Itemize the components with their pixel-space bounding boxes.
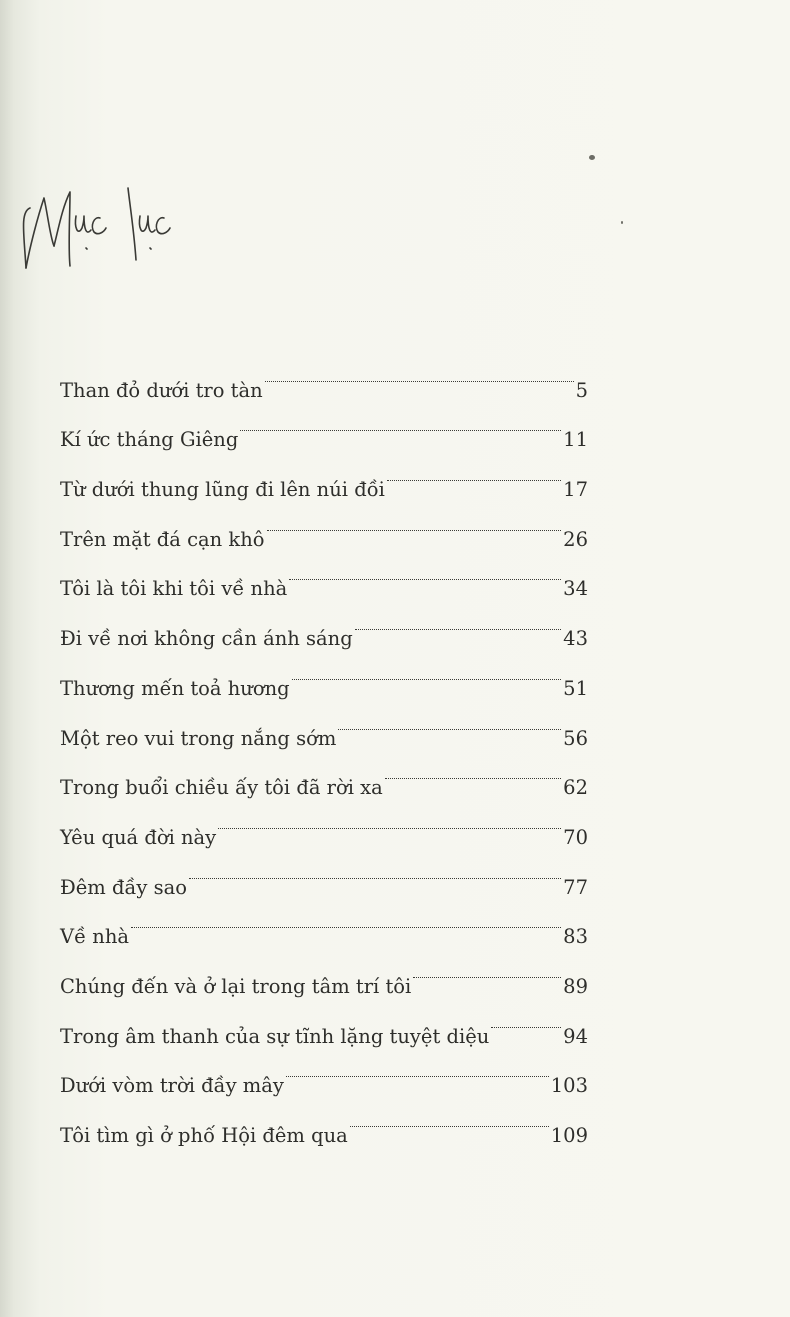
toc-dot-leader — [289, 546, 561, 596]
toc-dot-leader — [286, 1043, 549, 1093]
toc-dot-leader — [189, 844, 561, 894]
toc-heading — [18, 176, 198, 276]
toc-entry-title: Về nhà — [60, 925, 130, 949]
toc-heading-handwritten — [18, 176, 198, 276]
toc-entry — [60, 347, 588, 402]
toc-entry-page-number: 109 — [550, 1124, 588, 1147]
toc-entry — [60, 894, 588, 949]
toc-entry-page-number: 34 — [563, 577, 588, 601]
toc-entry-title: Kí ức tháng Giêng — [60, 428, 239, 452]
toc-entry-page-number: 89 — [563, 974, 588, 998]
toc-dot-leader — [385, 745, 561, 795]
toc-entry-page-number: 103 — [550, 1074, 588, 1098]
paper-speck — [589, 155, 595, 160]
toc-entry-page-number: 43 — [563, 627, 588, 651]
table-of-contents — [60, 347, 588, 1147]
toc-entry-page-number: 94 — [563, 1024, 588, 1048]
toc-entry-page-number: 77 — [563, 875, 588, 899]
toc-dot-leader — [338, 695, 561, 745]
toc-entry-title: Tôi là tôi khi tôi về nhà — [60, 577, 288, 601]
toc-entry-title: Một reo vui trong nắng sớm — [60, 726, 337, 750]
toc-dot-leader — [265, 347, 574, 397]
toc-entry-page-number: 70 — [563, 825, 588, 849]
toc-dot-leader — [350, 1092, 549, 1142]
toc-entry-title: Trên mặt đá cạn khô — [60, 527, 265, 551]
toc-entry-page-number: 17 — [563, 478, 588, 502]
toc-entry-title: Chúng đến và ở lại trong tâm trí tôi — [60, 974, 412, 998]
toc-entry-page-number: 11 — [563, 428, 588, 452]
toc-dot-leader — [218, 794, 561, 844]
toc-dot-leader — [240, 397, 561, 447]
toc-entry-page-number: 56 — [563, 726, 588, 750]
toc-entry-page-number: 51 — [563, 676, 588, 700]
toc-dot-leader — [267, 496, 562, 546]
toc-entry-title: Đi về nơi không cần ánh sáng — [60, 627, 353, 651]
toc-entry-page-number: 62 — [563, 776, 588, 800]
toc-entry-title: Dưới vòm trời đầy mây — [60, 1074, 284, 1098]
toc-entry-title: Yêu quá đời này — [60, 825, 217, 849]
toc-entry-title: Thương mến toả hương — [60, 676, 290, 700]
toc-entry-title: Than đỏ dưới tro tàn — [60, 378, 263, 402]
toc-dot-leader — [491, 993, 561, 1043]
toc-entry — [60, 943, 588, 998]
toc-dot-leader — [131, 894, 561, 944]
toc-entry-title: Trong âm thanh của sự tĩnh lặng tuyệt diệu — [60, 1024, 490, 1048]
toc-dot-leader — [387, 446, 561, 496]
paper-speck — [621, 221, 623, 224]
toc-entry-page-number: 26 — [563, 527, 588, 551]
toc-dot-leader — [355, 595, 561, 645]
toc-entry-title: Trong buổi chiều ấy tôi đã rời xa — [60, 776, 383, 800]
toc-entry-page-number: 83 — [563, 925, 588, 949]
toc-entry-page-number: 5 — [575, 378, 588, 402]
toc-entry-title: Từ dưới thung lũng đi lên núi đồi — [60, 478, 385, 502]
toc-dot-leader — [292, 645, 562, 695]
toc-dot-leader — [413, 943, 561, 993]
toc-entry-title: Đêm đầy sao — [60, 875, 187, 899]
toc-entry-title: Tôi tìm gì ở phố Hội đêm qua — [60, 1124, 348, 1147]
